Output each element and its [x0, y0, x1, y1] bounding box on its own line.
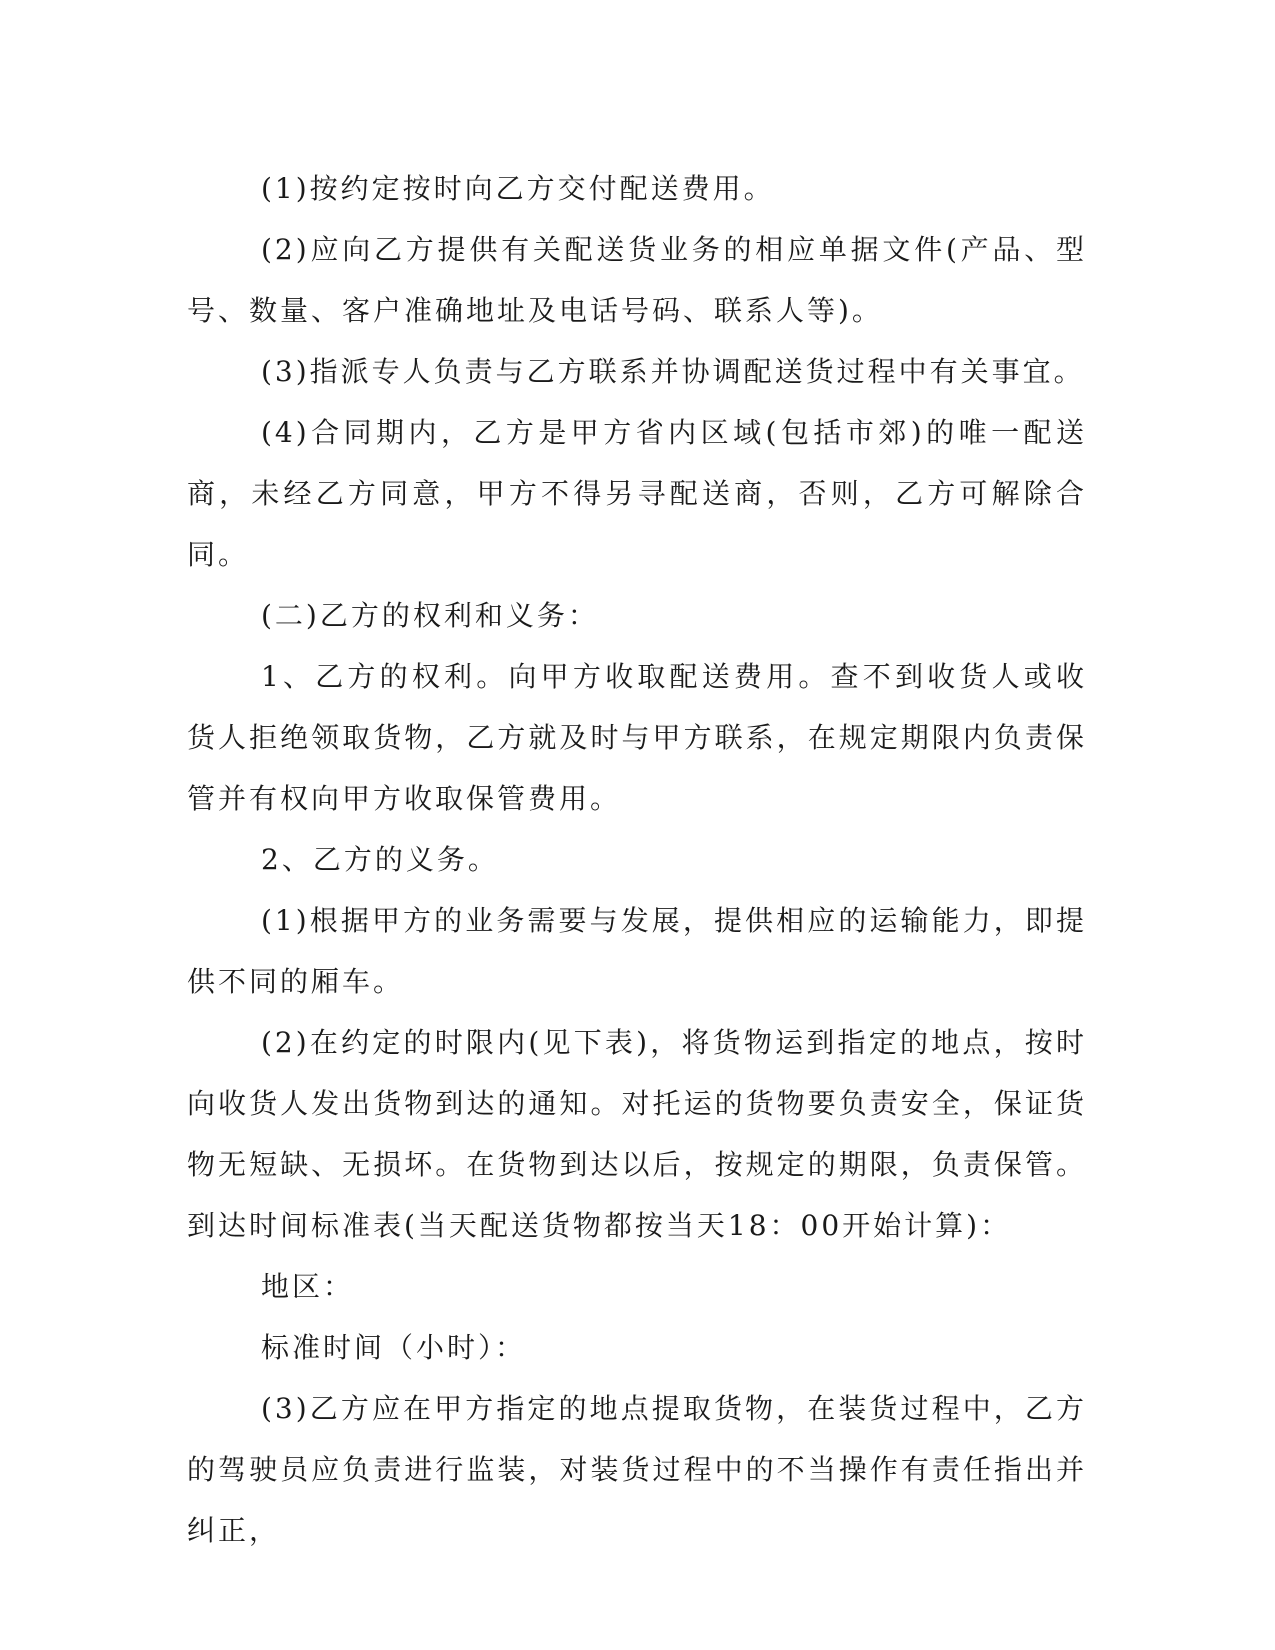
label-standard-time: 标准时间（小时）：	[261, 1331, 527, 1364]
label-region: 地区：	[261, 1270, 355, 1303]
document-body	[187, 158, 1087, 1561]
paragraph-party-a-obligation-4: (4)合同期内，乙方是甲方省内区域(包括市郊)的唯一配送商，未经乙方同意，甲方不得另寻配送商，否则，乙方可解除合同。	[187, 416, 1087, 571]
paragraph-party-a-obligation-2: (2)应向乙方提供有关配送货业务的相应单据文件(产品、型号、数量、客户准确地址及电话号码、联系人等)。	[187, 233, 1087, 327]
paragraph-party-b-obligation-2: (2)在约定的时限内(见下表)，将货物运到指定的地点，按时向收货人发出货物到达的通知。对托运的货物要负责安全，保证货物无短缺、无损坏。在货物到达以后，按规定的期限，负责保管。到达时间标准表(当天配送货物都按当天18：00开始计算)：	[187, 1026, 1087, 1242]
subheading-party-b-obligations: 2、乙方的义务。	[261, 843, 499, 876]
paragraph-party-b-rights: 1、乙方的权利。向甲方收取配送费用。查不到收货人或收货人拒绝领取货物，乙方就及时与甲方联系，在规定期限内负责保管并有权向甲方收取保管费用。	[187, 660, 1087, 815]
section-heading-party-b-rights: (二)乙方的权利和义务：	[261, 599, 599, 632]
paragraph-party-b-obligation-3: (3)乙方应在甲方指定的地点提取货物，在装货过程中，乙方的驾驶员应负责进行监装，对装货过程中的不当操作有责任指出并纠正，	[187, 1392, 1087, 1547]
paragraph-party-a-obligation-1: (1)按约定按时向乙方交付配送费用。	[261, 172, 775, 205]
paragraph-party-a-obligation-3: (3)指派专人负责与乙方联系并协调配送货过程中有关事宜。	[261, 355, 1085, 388]
paragraph-party-b-obligation-1: (1)根据甲方的业务需要与发展，提供相应的运输能力，即提供不同的厢车。	[187, 904, 1087, 998]
